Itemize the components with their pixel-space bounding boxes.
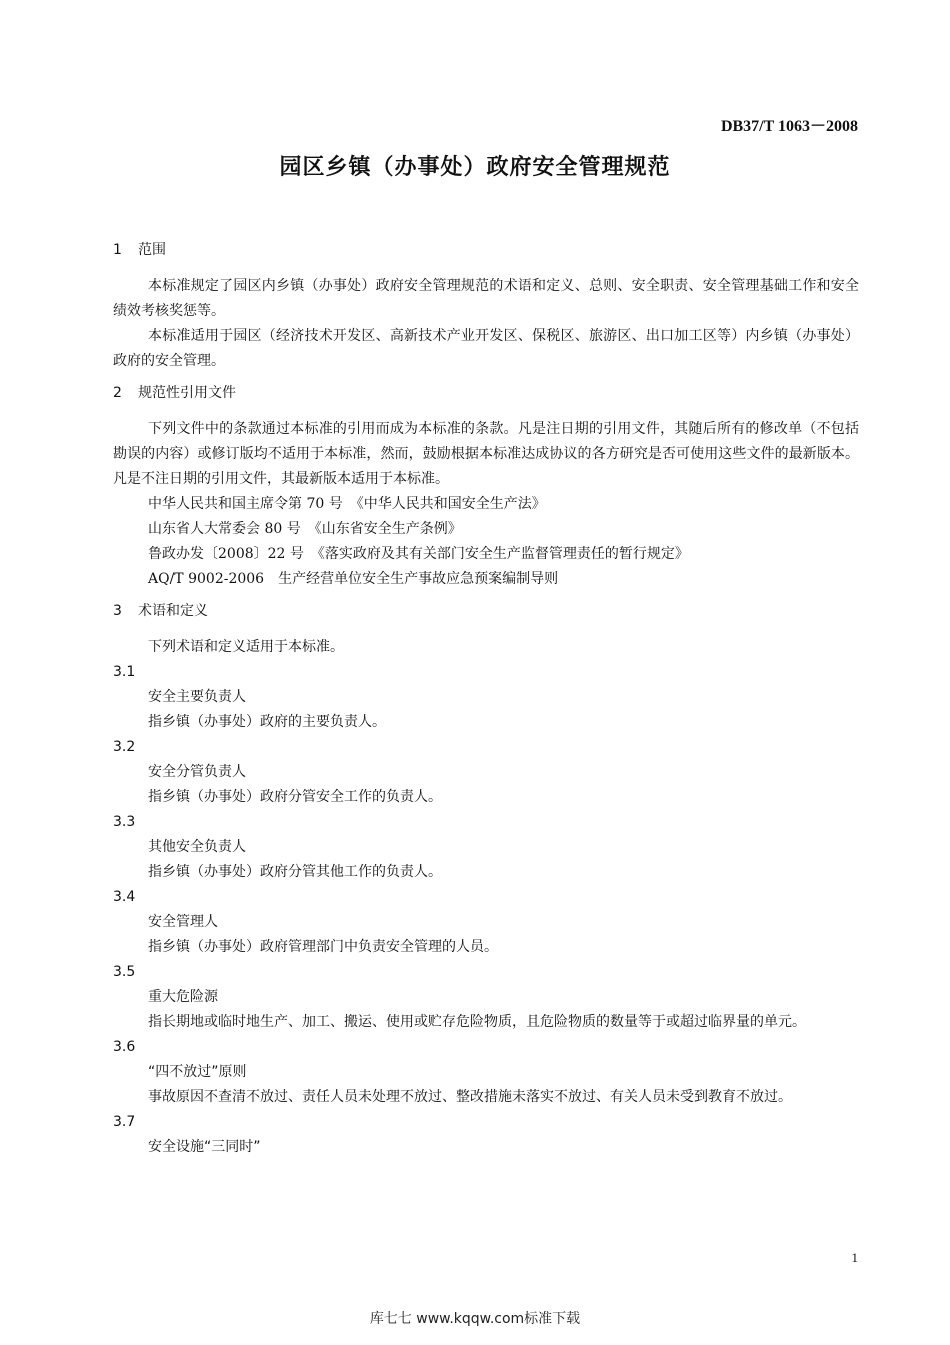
section-heading-3: 3 术语和定义 <box>113 603 208 619</box>
term-definition: 事故原因不查清不放过、责任人员未处理不放过、整改措施未落实不放过、有关人员未受到教育不放过。 <box>148 1089 792 1105</box>
page-number: 1 <box>851 1250 858 1265</box>
term-name: 安全分管负责人 <box>148 764 246 780</box>
term-number: 3.1 <box>113 664 136 680</box>
reference-item: 山东省人大常委会 80 号 《山东省安全生产条例》 <box>148 521 462 537</box>
term-number: 3.3 <box>113 814 136 830</box>
term-name: 安全设施“三同时” <box>148 1139 261 1155</box>
term-definition: 指乡镇（办事处）政府管理部门中负责安全管理的人员。 <box>148 939 498 955</box>
paragraph-references: 下列文件中的条款通过本标准的引用而成为本标准的条款。凡是注日期的引用文件，其随后所有的修改单（不包括勘误的内容）或修订版均不适用于本标准，然而，鼓励根据本标准达成协议的各方研究是否可使用这些文件的最新版本。凡是不注日期的引用文件，其最新版本适用于本标准。 <box>113 421 859 487</box>
reference-item: 中华人民共和国主席令第 70 号 《中华人民共和国安全生产法》 <box>148 496 546 512</box>
term-name: 其他安全负责人 <box>148 839 246 855</box>
standard-code: DB37/T 1063－2008 <box>720 118 858 135</box>
term-definition: 指乡镇（办事处）政府的主要负责人。 <box>148 714 386 730</box>
term-number: 3.6 <box>113 1039 136 1055</box>
document-title: 园区乡镇（办事处）政府安全管理规范 <box>279 155 671 180</box>
paragraph-scope-2: 本标准适用于园区（经济技术开发区、高新技术产业开发区、保税区、旅游区、出口加工区等）内乡镇（办事处）政府的安全管理。 <box>113 328 859 369</box>
section-heading-2: 2 规范性引用文件 <box>113 385 236 401</box>
reference-item: 鲁政办发〔2008〕22 号 《落实政府及其有关部门安全生产监督管理责任的暂行规定》 <box>148 546 689 562</box>
document-body <box>113 238 859 1160</box>
term-name: 安全主要负责人 <box>148 689 246 705</box>
term-definition: 指长期地或临时地生产、加工、搬运、使用或贮存危险物质，且危险物质的数量等于或超过临界量的单元。 <box>148 1014 806 1030</box>
section-heading-1: 1 范围 <box>113 242 166 258</box>
footer-watermark: 库七七 www.kqqw.com标准下载 <box>369 1311 581 1327</box>
term-definition: 指乡镇（办事处）政府分管其他工作的负责人。 <box>148 864 442 880</box>
paragraph-scope-1: 本标准规定了园区内乡镇（办事处）政府安全管理规范的术语和定义、总则、安全职责、安全管理基础工作和安全绩效考核奖惩等。 <box>113 278 859 319</box>
term-name: 安全管理人 <box>148 914 218 930</box>
term-name: 重大危险源 <box>148 989 218 1005</box>
reference-item: AQ/T 9002-2006 生产经营单位安全生产事故应急预案编制导则 <box>148 571 559 587</box>
term-definition: 指乡镇（办事处）政府分管安全工作的负责人。 <box>148 789 442 805</box>
term-name: “四不放过”原则 <box>148 1064 247 1080</box>
term-number: 3.7 <box>113 1114 136 1130</box>
term-number: 3.2 <box>113 739 136 755</box>
term-number: 3.4 <box>113 889 136 905</box>
term-number: 3.5 <box>113 964 136 980</box>
paragraph-terms-intro: 下列术语和定义适用于本标准。 <box>148 639 344 655</box>
